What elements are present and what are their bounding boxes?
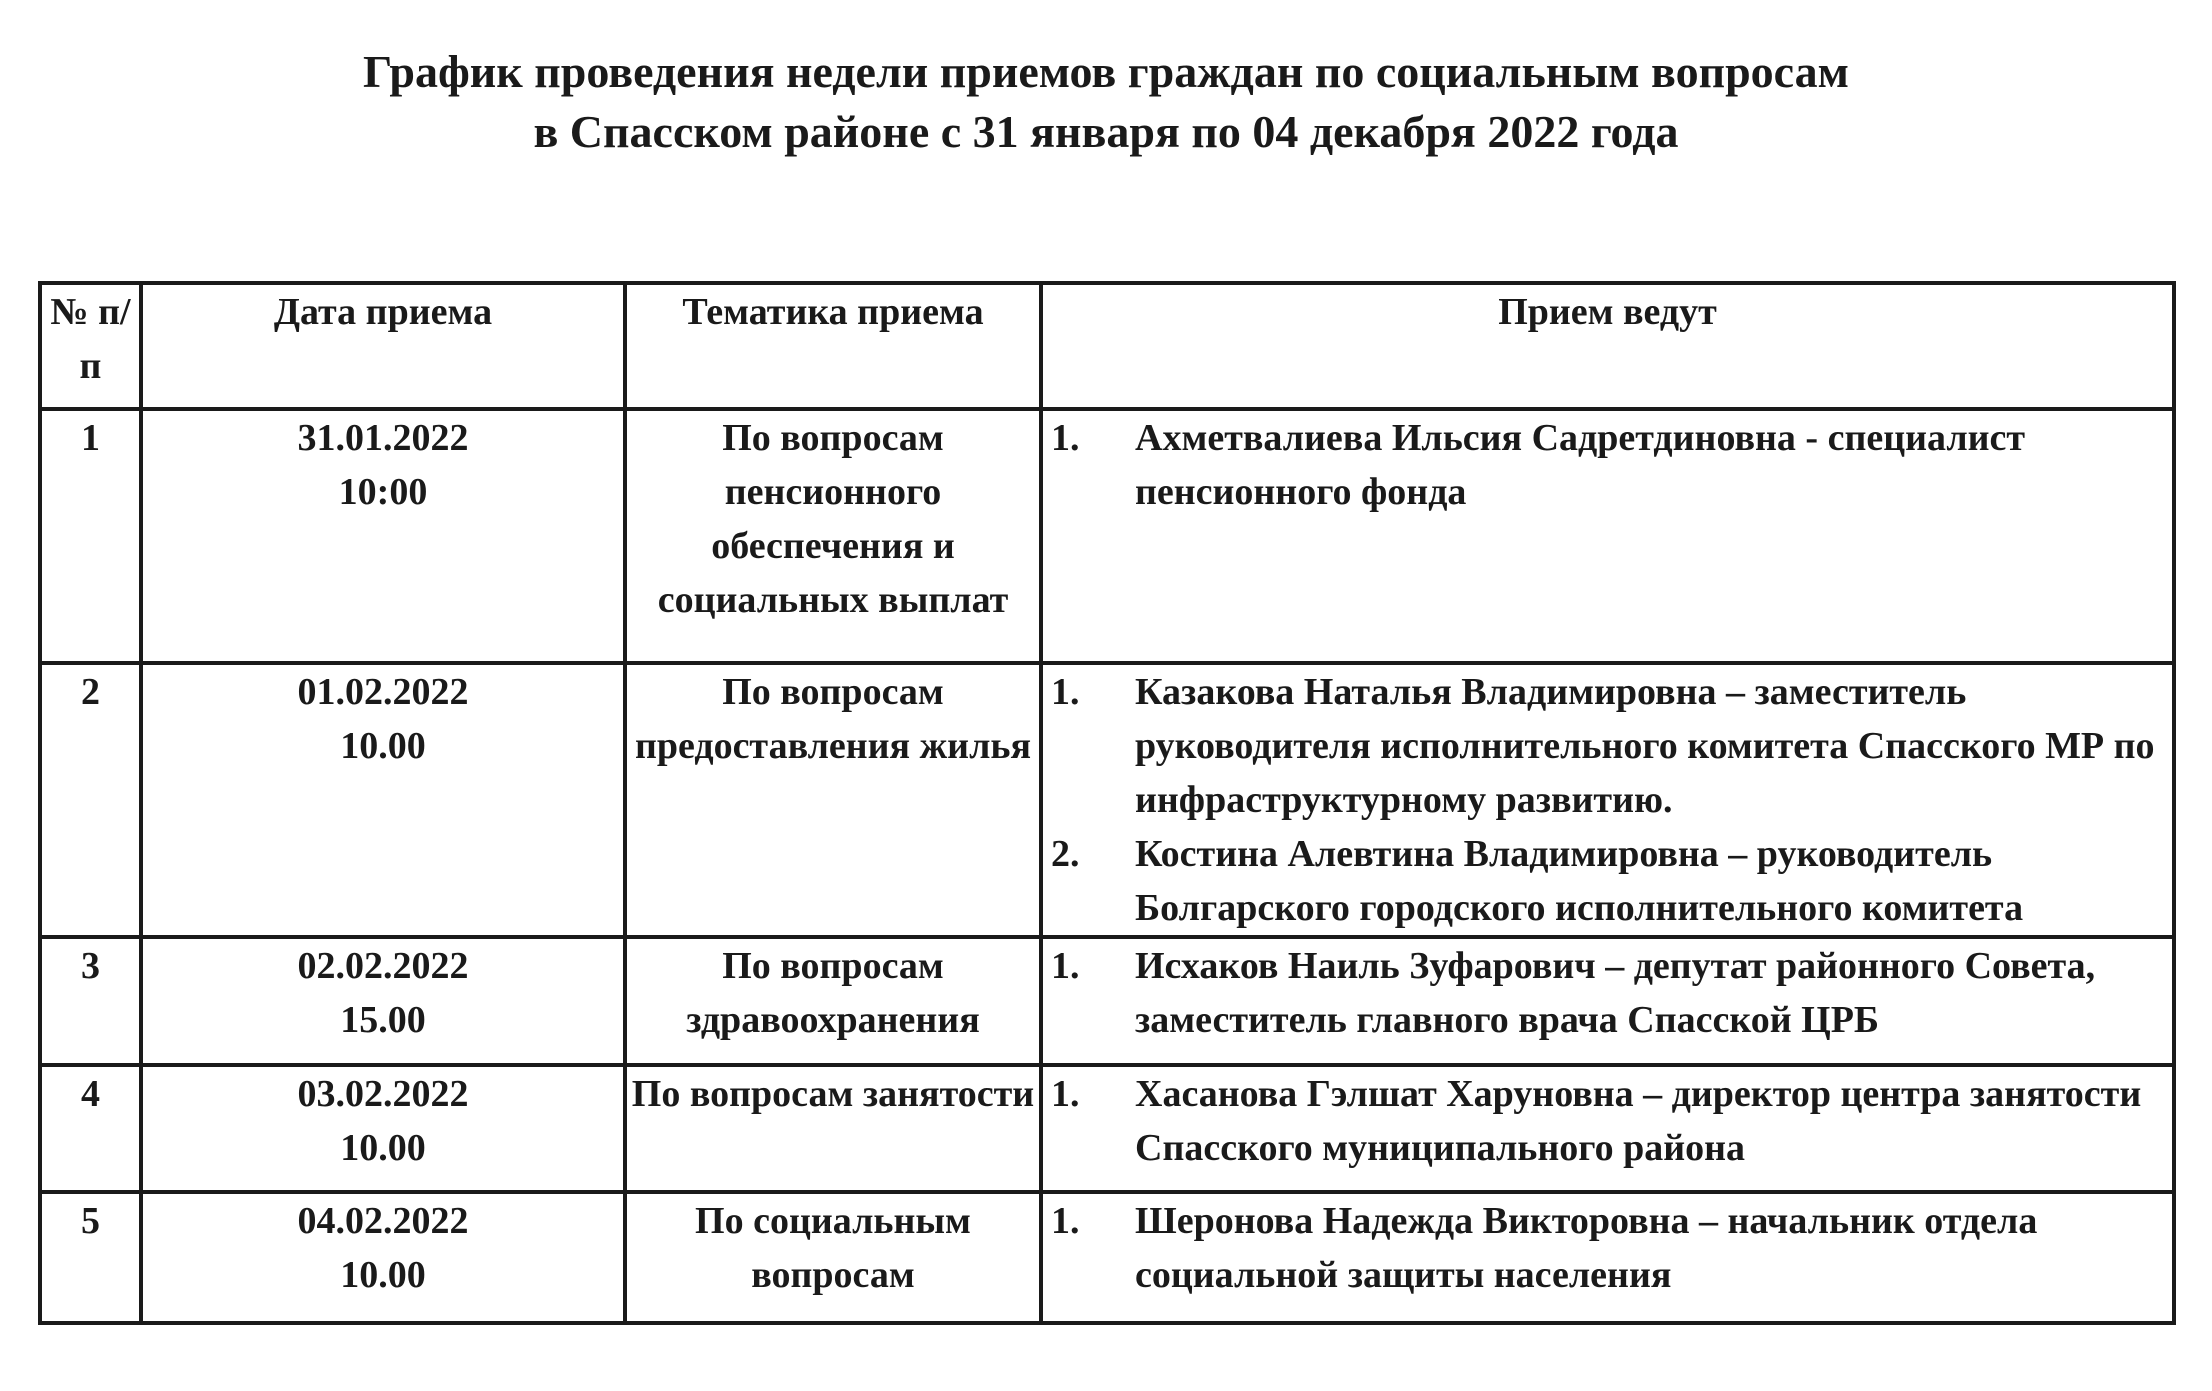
row-num: 5: [40, 1192, 141, 1323]
host-item: [1043, 665, 2172, 827]
table-header-row: [40, 283, 2174, 409]
schedule-table: [38, 281, 2176, 1325]
row-time: 10.00: [340, 725, 426, 767]
row-date-cell: [141, 937, 625, 1065]
row-topic: По вопросам предоставления жилья: [625, 663, 1041, 937]
row-date: 31.01.2022: [297, 417, 469, 459]
host-number: 1.: [1051, 671, 1080, 713]
header-num: № п/п: [40, 283, 141, 409]
table-row: [40, 1065, 2174, 1192]
row-date: 01.02.2022: [297, 671, 469, 713]
host-text: Костина Алевтина Владимировна – руководитель Болгарского городского исполнительного комитета: [1135, 833, 2024, 929]
row-date: 03.02.2022: [297, 1073, 469, 1115]
row-hosts: [1041, 937, 2174, 1065]
host-text: Шеронова Надежда Викторовна – начальник отдела социальной защиты населения: [1135, 1200, 2038, 1296]
header-hosts: Прием ведут: [1041, 283, 2174, 409]
host-number: 1.: [1051, 417, 1080, 459]
table-row: [40, 409, 2174, 663]
host-item: [1043, 1194, 2172, 1302]
row-date-cell: [141, 1192, 625, 1323]
row-num: 1: [40, 409, 141, 663]
host-number: 1.: [1051, 945, 1080, 987]
row-time: 10:00: [338, 471, 428, 513]
title-line-1: График проведения недели приемов граждан по социальным вопросам: [363, 46, 1849, 97]
row-hosts: [1041, 663, 2174, 937]
host-number: 1.: [1051, 1073, 1080, 1115]
row-topic: По вопросам здравоохранения: [625, 937, 1041, 1065]
host-number: 1.: [1051, 1200, 1080, 1242]
table-row: [40, 1192, 2174, 1323]
row-hosts: [1041, 1192, 2174, 1323]
row-hosts: [1041, 409, 2174, 663]
host-item: [1043, 1067, 2172, 1175]
row-topic: По социальным вопросам: [625, 1192, 1041, 1323]
row-date-cell: [141, 1065, 625, 1192]
title-line-2: в Спасском районе с 31 января по 04 декабря 2022 года: [533, 106, 1679, 157]
row-num: 4: [40, 1065, 141, 1192]
row-num: 3: [40, 937, 141, 1065]
row-time: 15.00: [340, 999, 426, 1041]
document-title: [0, 42, 2212, 162]
row-num: 2: [40, 663, 141, 937]
row-date-cell: [141, 663, 625, 937]
row-date: 02.02.2022: [297, 945, 469, 987]
host-number: 2.: [1051, 833, 1080, 875]
row-date-cell: [141, 409, 625, 663]
row-time: 10.00: [340, 1127, 426, 1169]
row-hosts: [1041, 1065, 2174, 1192]
header-date: Дата приема: [141, 283, 625, 409]
host-item: [1043, 827, 2172, 935]
table-row: [40, 663, 2174, 937]
host-item: [1043, 939, 2172, 1047]
row-topic: По вопросам занятости: [625, 1065, 1041, 1192]
row-topic: По вопросам пенсионного обеспечения и социальных выплат: [625, 409, 1041, 663]
header-topic: Тематика приема: [625, 283, 1041, 409]
row-date: 04.02.2022: [297, 1200, 469, 1242]
host-item: [1043, 411, 2172, 519]
host-text: Исхаков Наиль Зуфарович – депутат районного Совета, заместитель главного врача Спасской ЦРБ: [1135, 945, 2096, 1041]
row-time: 10.00: [340, 1254, 426, 1296]
host-text: Хасанова Гэлшат Харуновна – директор центра занятости Спасского муниципального района: [1135, 1073, 2142, 1169]
host-text: Казакова Наталья Владимировна – заместитель руководителя исполнительного комитета Спасского МР по инфраструктурному развитию.: [1135, 671, 2155, 821]
table-row: [40, 937, 2174, 1065]
host-text: Ахметвалиева Ильсия Садретдиновна - специалист пенсионного фонда: [1135, 417, 2026, 513]
